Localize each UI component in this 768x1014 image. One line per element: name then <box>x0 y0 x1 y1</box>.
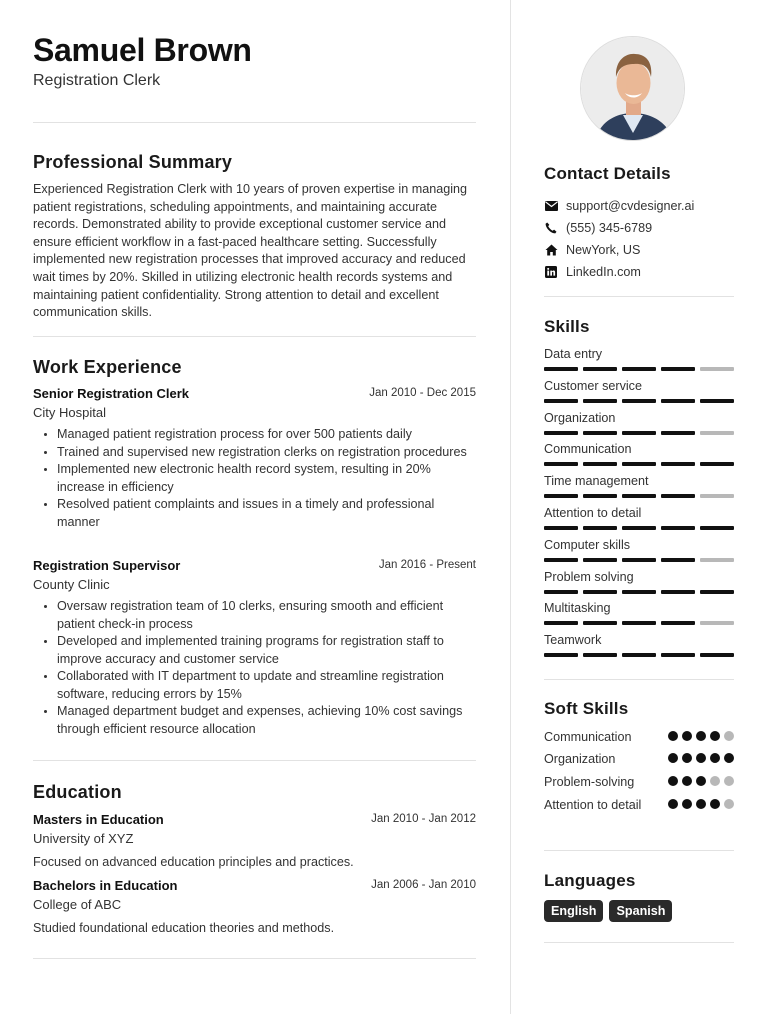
contact-location-text: NewYork, US <box>566 243 641 257</box>
summary-heading: Professional Summary <box>33 152 233 172</box>
skill-level-segment <box>622 558 656 562</box>
skill-level-segment <box>700 621 734 625</box>
rating-dot <box>710 799 720 809</box>
skill-level-segment <box>622 526 656 530</box>
skill-level-segment <box>622 590 656 594</box>
contact-location <box>544 241 734 259</box>
rating-dot <box>710 731 720 741</box>
skill-level-segment <box>544 621 578 625</box>
envelope-icon <box>544 199 558 213</box>
skill-level-segment <box>700 590 734 594</box>
skill-name: Organization <box>544 410 616 425</box>
bullet-item: • Implemented new electronic health record system, resulting in 20% increase in efficiency <box>57 461 476 496</box>
bullet-item: • Managed patient registration process for over 500 patients daily <box>57 426 476 444</box>
degree-title: Masters in Education <box>33 812 164 827</box>
skill-item <box>544 411 734 435</box>
skill-level-segment <box>700 494 734 498</box>
skill-level-segment <box>622 431 656 435</box>
education-date: Jan 2010 - Jan 2012 <box>371 813 476 825</box>
rating-dot <box>710 776 720 786</box>
skill-level-segment <box>661 367 695 371</box>
skill-level-segment <box>622 621 656 625</box>
contact-phone-text: (555) 345-6789 <box>566 221 653 235</box>
skill-name: Multitasking <box>544 601 611 616</box>
soft-skill-name: Attention to detail <box>544 798 642 812</box>
skill-level-segment <box>661 399 695 403</box>
skill-level-bar <box>544 558 734 562</box>
soft-skill-rating <box>668 731 734 741</box>
rating-dot <box>682 731 692 741</box>
job-date: Jan 2016 - Present <box>378 559 476 571</box>
skill-name: Problem solving <box>544 569 634 584</box>
soft-skill-rating <box>668 753 734 763</box>
home-icon <box>544 243 558 257</box>
divider <box>33 958 476 959</box>
skill-level-segment <box>583 558 617 562</box>
rating-dot <box>696 731 706 741</box>
soft-skill-item <box>544 751 734 768</box>
rating-dot <box>724 776 734 786</box>
skill-level-segment <box>661 590 695 594</box>
divider <box>33 122 476 123</box>
experience-heading: Work Experience <box>33 357 182 377</box>
skill-item <box>544 347 734 371</box>
skill-item <box>544 474 734 498</box>
education-entry <box>33 878 476 935</box>
skill-level-bar <box>544 494 734 498</box>
contact-phone[interactable] <box>544 219 734 237</box>
job-bullets <box>33 598 476 738</box>
job-date: Jan 2010 - Dec 2015 <box>369 387 476 399</box>
rating-dot <box>724 799 734 809</box>
rating-dot <box>696 753 706 763</box>
education-description: Studied foundational education theories and methods. <box>33 921 335 935</box>
skill-level-segment <box>544 494 578 498</box>
rating-dot <box>696 776 706 786</box>
contact-heading: Contact Details <box>544 164 671 183</box>
skill-level-segment <box>544 590 578 594</box>
soft-skill-name: Communication <box>544 730 632 744</box>
skill-level-bar <box>544 431 734 435</box>
divider <box>544 942 734 943</box>
education-description: Focused on advanced education principles and practices. <box>33 855 354 869</box>
skill-item <box>544 601 734 625</box>
skill-level-segment <box>700 462 734 466</box>
skill-item <box>544 633 734 657</box>
soft-skill-name: Organization <box>544 752 616 766</box>
job-bullets <box>33 426 476 531</box>
language-badge: Spanish <box>609 900 672 922</box>
job-entry <box>33 386 476 531</box>
skill-level-segment <box>583 494 617 498</box>
person-avatar-icon <box>581 37 685 141</box>
skill-level-bar <box>544 399 734 403</box>
skill-level-segment <box>661 431 695 435</box>
rating-dot <box>710 753 720 763</box>
skill-level-segment <box>622 494 656 498</box>
skill-level-segment <box>661 621 695 625</box>
candidate-role: Registration Clerk <box>33 72 161 89</box>
skill-level-segment <box>583 399 617 403</box>
summary-text: Experienced Registration Clerk with 10 years of proven expertise in managing patient registrations, scheduling appointments, and maintaining accurate records. Demonstrated ability to provide exceptional customer service and ensure efficient workflow in a fast-paced healthcare setting. Successfully implemented new registration processes that improved accuracy and reduced wait times by 20%. Skilled in utilizing electronic health records systems and maintaining patient confidentiality. Strong attention to detail and excellent communication skills. <box>33 182 468 320</box>
soft-skill-name: Problem-solving <box>544 775 635 789</box>
degree-title: Bachelors in Education <box>33 878 178 893</box>
skill-level-segment <box>661 558 695 562</box>
language-badge: English <box>544 900 603 922</box>
skill-item <box>544 538 734 562</box>
bullet-item: • Trained and supervised new registration clerks on registration procedures <box>57 444 476 462</box>
skill-level-segment <box>583 590 617 594</box>
column-divider <box>510 0 511 1014</box>
school-name: College of ABC <box>33 897 122 912</box>
rating-dot <box>682 776 692 786</box>
skill-level-segment <box>661 462 695 466</box>
language-badges <box>544 900 672 922</box>
skill-level-segment <box>622 399 656 403</box>
skill-level-segment <box>622 653 656 657</box>
soft-skill-item <box>544 797 734 814</box>
skill-name: Data entry <box>544 347 603 361</box>
skill-level-segment <box>583 621 617 625</box>
job-organization: County Clinic <box>33 577 110 592</box>
skill-name: Communication <box>544 442 632 457</box>
skill-item <box>544 570 734 594</box>
soft-skill-item <box>544 774 734 791</box>
job-entry <box>33 558 476 738</box>
rating-dot <box>696 799 706 809</box>
skill-level-bar <box>544 367 734 371</box>
candidate-name: Samuel Brown <box>33 32 252 68</box>
bullet-item: • Resolved patient complaints and issues in a timely and professional manner <box>57 496 476 531</box>
skill-level-segment <box>544 653 578 657</box>
skill-name: Computer skills <box>544 537 631 552</box>
contact-email[interactable] <box>544 197 734 215</box>
rating-dot <box>668 731 678 741</box>
skill-level-segment <box>700 431 734 435</box>
education-entry <box>33 812 476 869</box>
skill-level-segment <box>700 367 734 371</box>
skill-level-segment <box>583 462 617 466</box>
rating-dot <box>668 776 678 786</box>
rating-dot <box>668 753 678 763</box>
soft-skill-rating <box>668 799 734 809</box>
skill-level-segment <box>700 399 734 403</box>
skill-name: Attention to detail <box>544 506 642 520</box>
skill-level-segment <box>544 462 578 466</box>
languages-heading: Languages <box>544 871 636 890</box>
linkedin-icon <box>544 265 558 279</box>
job-title: Senior Registration Clerk <box>33 386 190 401</box>
skill-level-segment <box>583 653 617 657</box>
rating-dot <box>724 731 734 741</box>
skill-level-segment <box>661 494 695 498</box>
divider <box>544 850 734 851</box>
rating-dot <box>668 799 678 809</box>
rating-dot <box>682 753 692 763</box>
school-name: University of XYZ <box>33 831 134 846</box>
skill-level-bar <box>544 526 734 530</box>
divider <box>544 679 734 680</box>
skill-level-segment <box>622 367 656 371</box>
soft-skills-heading: Soft Skills <box>544 699 629 718</box>
phone-icon <box>544 221 558 235</box>
skill-level-segment <box>544 399 578 403</box>
skill-level-segment <box>583 431 617 435</box>
skill-item <box>544 506 734 530</box>
rating-dot <box>724 753 734 763</box>
soft-skill-rating <box>668 776 734 786</box>
skill-item <box>544 379 734 403</box>
soft-skill-item <box>544 729 734 746</box>
skill-level-segment <box>583 526 617 530</box>
skill-level-segment <box>700 558 734 562</box>
skill-level-segment <box>544 431 578 435</box>
skill-level-segment <box>661 653 695 657</box>
skill-level-segment <box>661 526 695 530</box>
rating-dot <box>682 799 692 809</box>
skill-level-segment <box>544 558 578 562</box>
bullet-item: • Collaborated with IT department to update and streamline registration software, reducing errors by 15% <box>57 668 476 703</box>
contact-linkedin-text: LinkedIn.com <box>566 265 641 279</box>
skill-item <box>544 442 734 466</box>
skill-name: Teamwork <box>544 633 602 648</box>
skill-level-segment <box>544 526 578 530</box>
bullet-item: • Developed and implemented training programs for registration staff to improve accuracy and customer service <box>57 633 476 668</box>
education-date: Jan 2006 - Jan 2010 <box>371 879 476 891</box>
profile-photo <box>580 36 685 141</box>
job-organization: City Hospital <box>33 405 106 420</box>
skills-heading: Skills <box>544 317 590 336</box>
divider <box>33 760 476 761</box>
contact-email-text: support@cvdesigner.ai <box>566 199 695 213</box>
bullet-item: • Managed department budget and expenses, achieving 10% cost savings through efficient resource allocation <box>57 703 476 738</box>
skill-level-bar <box>544 590 734 594</box>
divider <box>33 336 476 337</box>
skill-level-segment <box>700 653 734 657</box>
skill-level-segment <box>622 462 656 466</box>
divider <box>544 296 734 297</box>
skill-level-segment <box>583 367 617 371</box>
contact-linkedin[interactable] <box>544 263 734 281</box>
bullet-item: • Oversaw registration team of 10 clerks, ensuring smooth and efficient patient check-in process <box>57 598 476 633</box>
skill-level-bar <box>544 621 734 625</box>
skill-name: Time management <box>544 474 649 489</box>
skill-level-segment <box>700 526 734 530</box>
job-title: Registration Supervisor <box>33 558 181 573</box>
education-heading: Education <box>33 782 122 802</box>
skill-name: Customer service <box>544 378 642 393</box>
skill-level-segment <box>544 367 578 371</box>
skill-level-bar <box>544 653 734 657</box>
skill-level-bar <box>544 462 734 466</box>
